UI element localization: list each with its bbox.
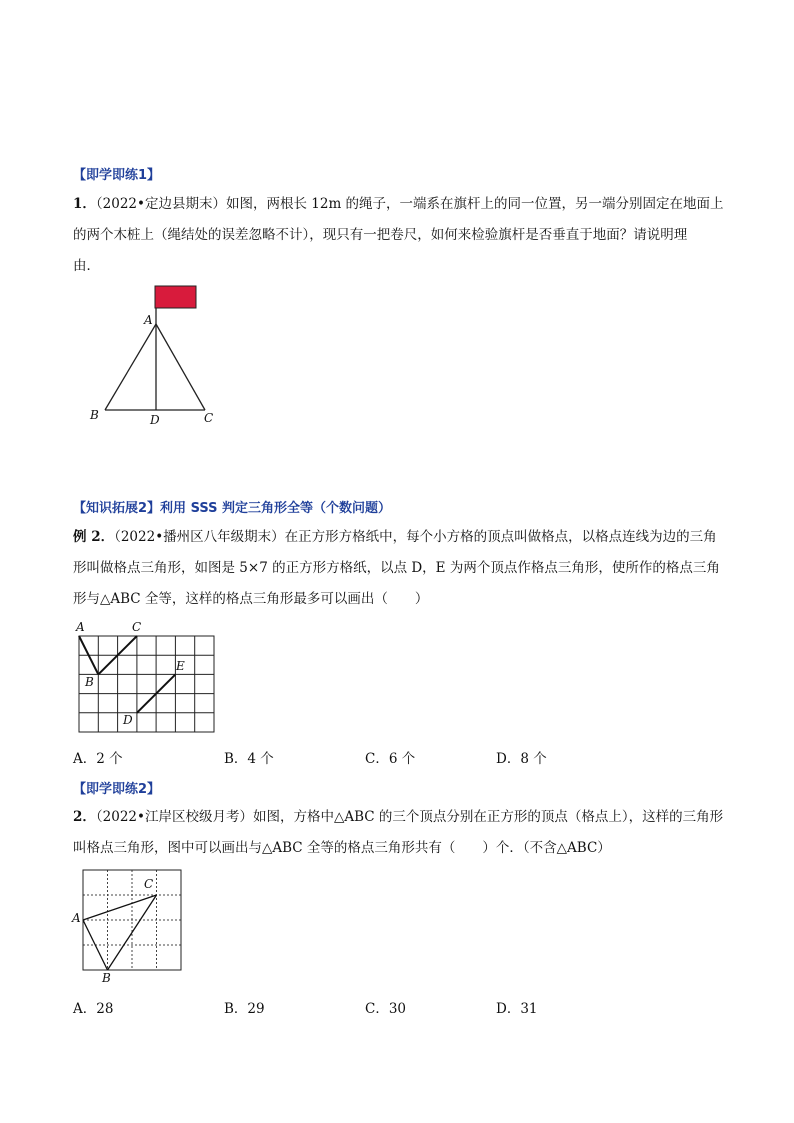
label-C: C bbox=[204, 411, 214, 425]
q1-line-2: 的两个木桩上（绳结处的误差忽略不计），现只有一把卷尺，如何来检验旗杆是否垂直于地面？请说明理 bbox=[73, 227, 688, 243]
label-B: B bbox=[102, 971, 111, 985]
q2-option-d: D．31 bbox=[496, 1001, 538, 1017]
q2-line-1 bbox=[73, 801, 723, 833]
grid-figure-4x4 bbox=[70, 866, 190, 988]
rope-ab bbox=[105, 324, 156, 410]
q2-option-b: B．29 bbox=[224, 1001, 265, 1017]
section-header-practice-1: 【即学即练1】 bbox=[73, 168, 161, 183]
q1-line-3: 由． bbox=[73, 258, 100, 274]
ex2-option-a: A．2 个 bbox=[73, 751, 123, 767]
label-A: A bbox=[144, 313, 153, 327]
label-E: E bbox=[176, 659, 185, 673]
segment-ac bbox=[83, 895, 157, 920]
q2-line-2: 叫格点三角形，图中可以画出与△ABC 全等的格点三角形共有（ ）个．（不含△ABC） bbox=[73, 840, 611, 856]
label-B: B bbox=[90, 408, 99, 422]
q2-text-1: （2022•江岸区校级月考）如图，方格中△ABC 的三个顶点分别在正方形的顶点（格点上），这样的三角形 bbox=[95, 809, 724, 825]
ex2-option-b: B．4 个 bbox=[224, 751, 274, 767]
label-A: A bbox=[72, 911, 81, 925]
label-B: B bbox=[85, 675, 94, 689]
label-C: C bbox=[144, 877, 154, 891]
ex2-line-1 bbox=[73, 521, 717, 553]
ex2-option-c: C．6 个 bbox=[365, 751, 416, 767]
ex2-line-2: 形叫做格点三角形，如图是 5×7 的正方形方格纸，以点 D，E 为两个顶点作格点三角形，使所作的格点三角 bbox=[73, 560, 720, 576]
q1-number: 1． bbox=[73, 196, 96, 212]
q1-line-1 bbox=[73, 188, 724, 220]
q2-number: 2． bbox=[73, 809, 96, 825]
rope-ac bbox=[156, 324, 205, 410]
q2-option-a: A．28 bbox=[73, 1001, 114, 1017]
ex2-number: 例 2． bbox=[73, 529, 115, 545]
q1-text-1: （2022•定边县期末）如图，两根长 12m 的绳子，一端系在旗杆上的同一位置，另一端分别固定在地面上 bbox=[95, 196, 724, 212]
flagpole-figure bbox=[80, 282, 230, 432]
flag bbox=[155, 286, 196, 308]
grid-figure-5x7 bbox=[70, 618, 220, 736]
q2-option-c: C．30 bbox=[365, 1001, 407, 1017]
ex2-line-3: 形与△ABC 全等，这样的格点三角形最多可以画出（ ） bbox=[73, 591, 429, 607]
label-C: C bbox=[132, 620, 142, 634]
ex2-option-d: D．8 个 bbox=[496, 751, 547, 767]
ex2-text-1: （2022•播州区八年级期末）在正方形方格纸中，每个小方格的顶点叫做格点，以格点连线为边的三角 bbox=[114, 529, 717, 545]
label-D: D bbox=[150, 413, 160, 427]
section-header-practice-2: 【即学即练2】 bbox=[73, 782, 161, 797]
label-A: A bbox=[76, 620, 85, 634]
section-header-knowledge-2: 【知识拓展2】利用 SSS 判定三角形全等（个数问题） bbox=[73, 501, 392, 516]
label-D: D bbox=[123, 713, 133, 727]
